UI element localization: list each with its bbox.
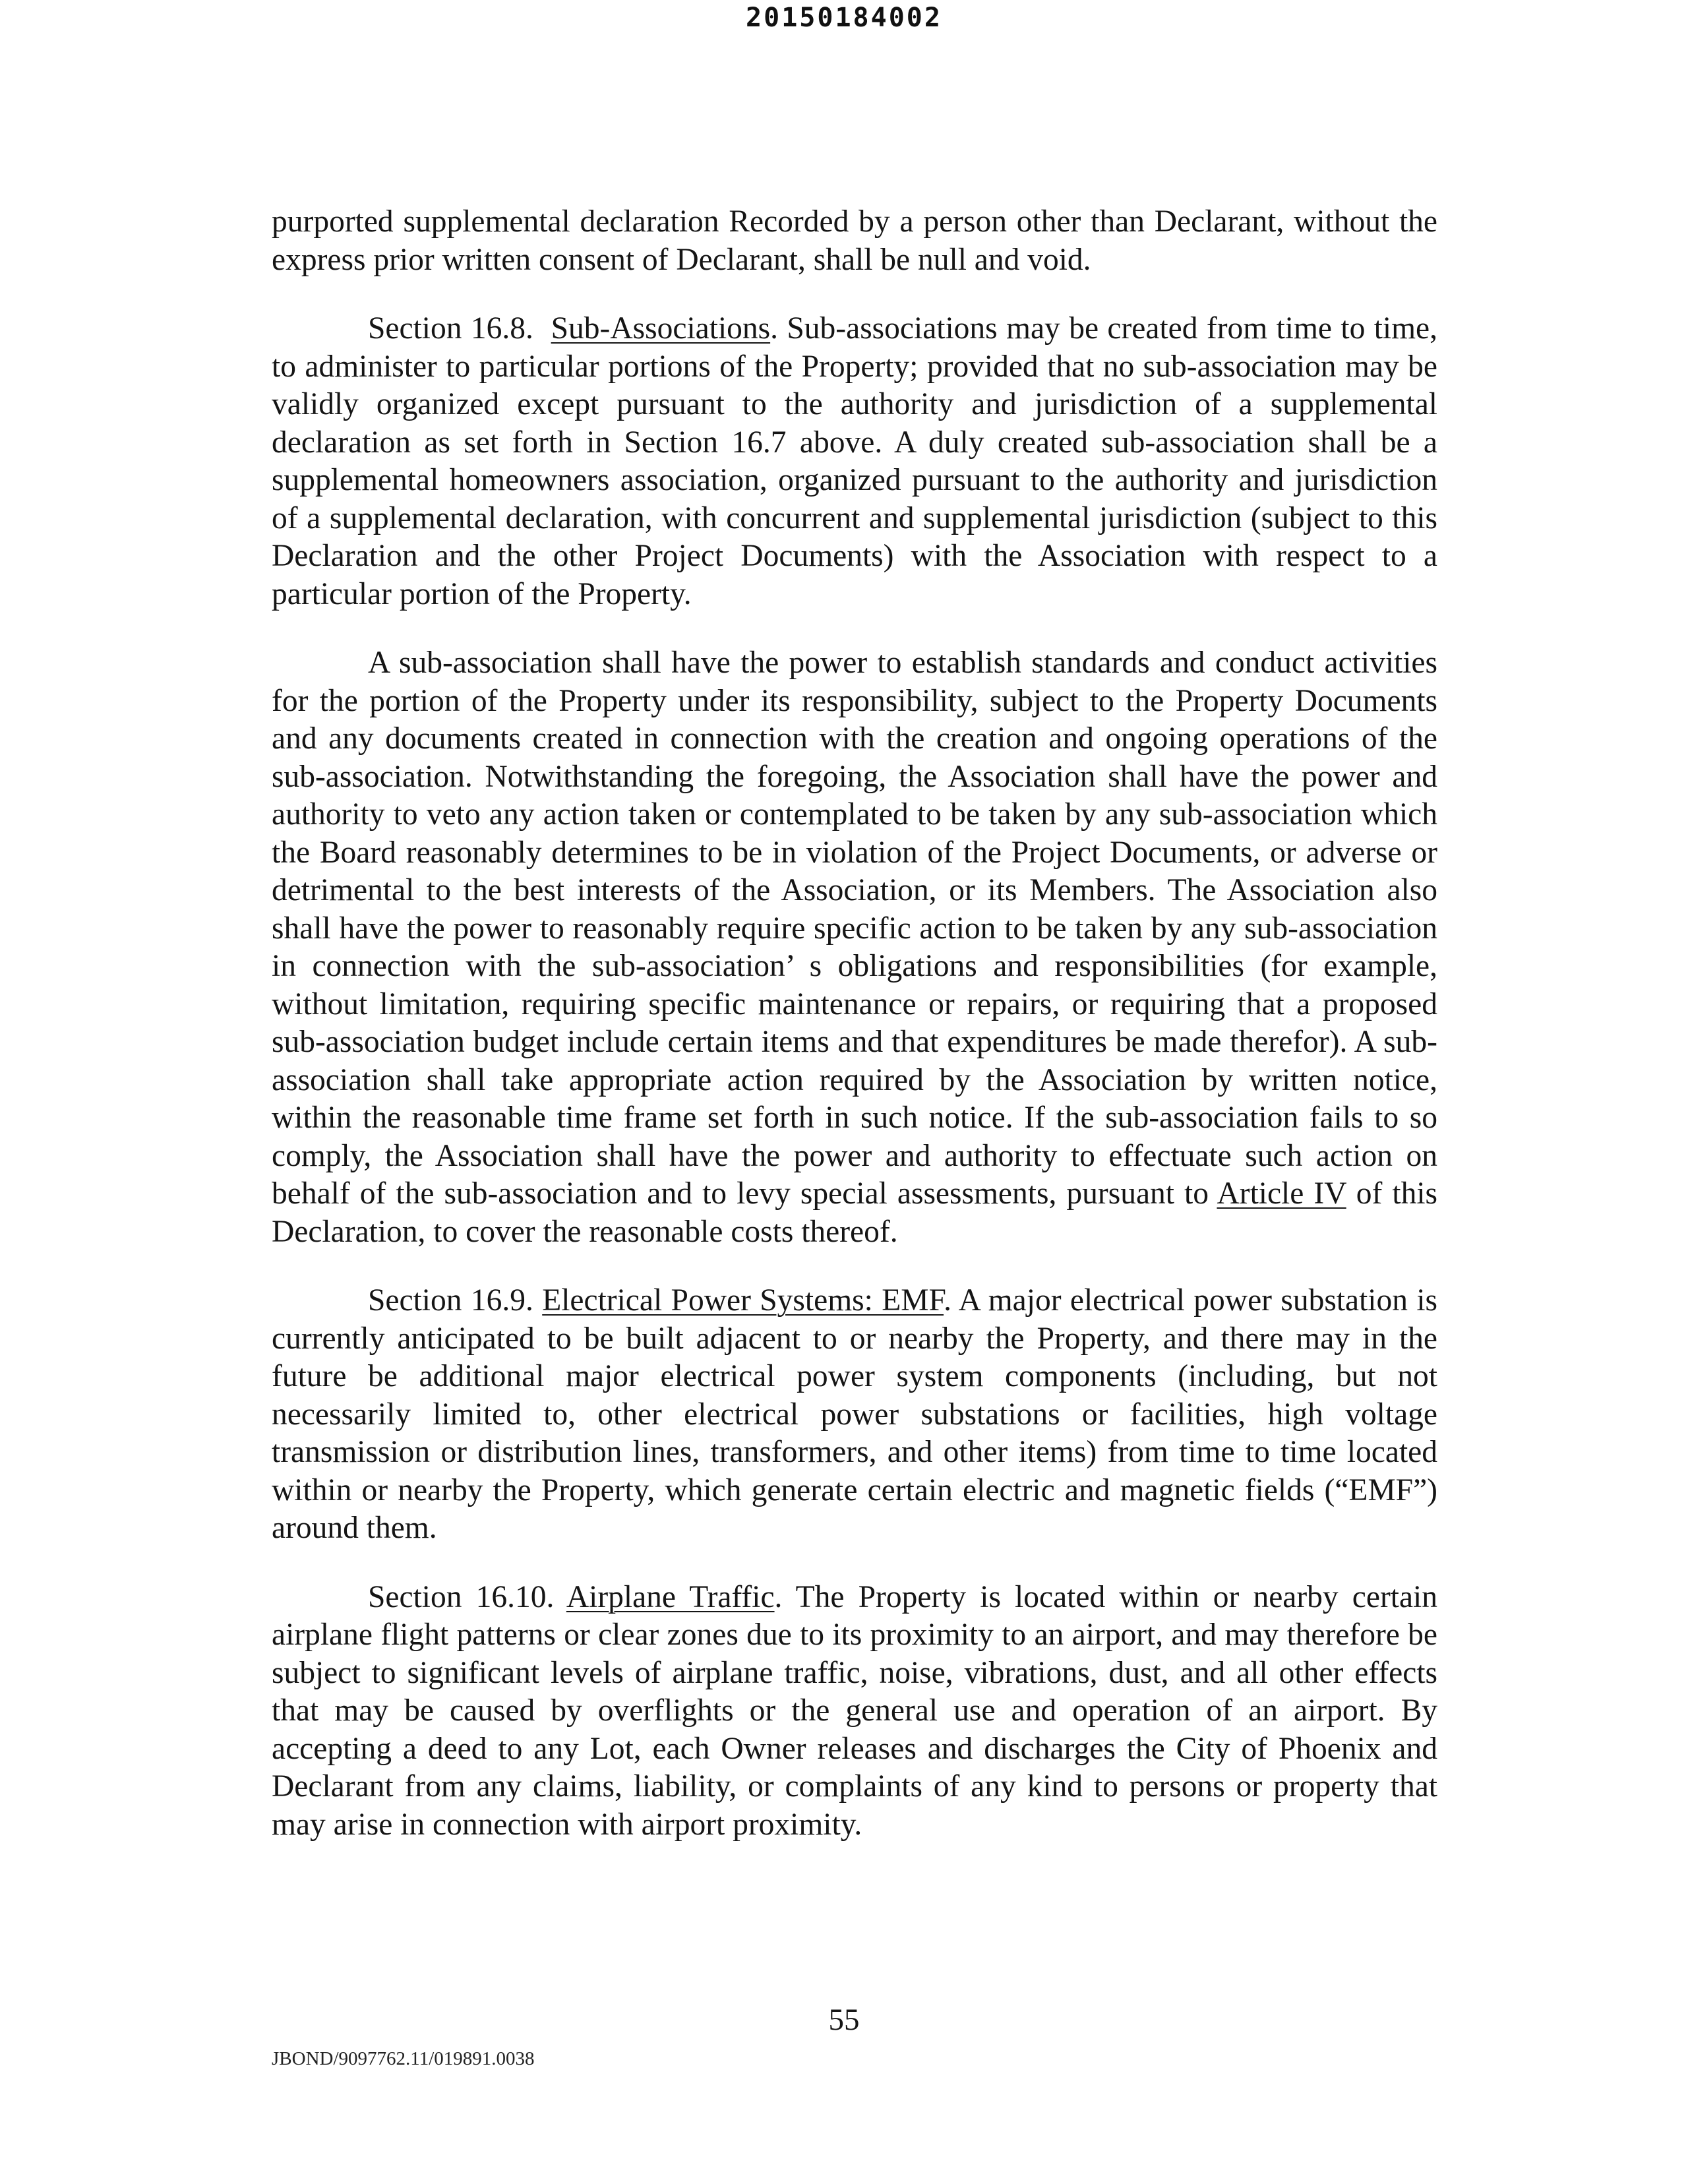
section-number: Section 16.8. — [368, 311, 533, 346]
paragraph-text: . A major electrical power substation is currently anticipated to be built adjacent to or nearby the Property, and there may in the future be additional major electrical power system components (including, but not necessarily limited to, other electrical power substations or facilities, high voltage transmission or distribution lines, transformers, and other items) from time to time located within or nearby the Property, which generate certain electric and magnetic fields (“EMF”) around them. — [272, 1283, 1438, 1545]
section-16-9-paragraph — [272, 1282, 1437, 1548]
page-number: 55 — [828, 2003, 860, 2037]
sub-association-powers-paragraph — [272, 644, 1437, 1251]
section-heading: Airplane Traffic — [566, 1579, 775, 1614]
document-id: JBOND/9097762.11/019891.0038 — [272, 2048, 535, 2069]
paragraph-text: A sub-association shall have the power to establish standards and conduct activities for the portion of the Property under its responsibility, subject to the Property Documents and any documents created in connection with the creation and ongoing operations of the sub-association. Notwithstanding the foregoing, the Association shall have the power and authority to veto any action taken or contemplated to be taken by any sub-association which the Board reasonably determines to be in violation of the Project Documents, or adverse or detrimental to the best interests of the Association, or its Members. The Association also shall have the power to reasonably require specific action to be taken by any sub-association in connection with the sub-association’ s obligations and responsibilities (for example, without limitation, requiring specific maintenance or repairs, or requiring that a proposed sub-association budget include certain items and that expenditures be made therefor). A sub-association shall take appropriate action required by the Association by written notice, within the reasonable time frame set forth in such notice. If the sub-association fails to so comply, the Association shall have the power and authority to effectuate such action on behalf of the sub-association and to levy special assessments, pursuant to — [272, 646, 1437, 1211]
paragraph-text: . The Property is located within or nearby certain airplane flight patterns or clear zones due to its proximity to an airport, and may therefore be subject to significant levels of airplane traffic, noise, vibrations, dust, and all other effects that may be caused by overflights or the general use and operation of an airport. By accepting a deed to any Lot, each Owner releases and discharges the City of Phoenix and Declarant from any claims, liability, or complaints of any kind to persons or property that may arise in connection with airport proximity. — [272, 1579, 1437, 1842]
paragraph-continuation — [272, 203, 1437, 279]
document-number: 20150184002 — [746, 3, 942, 33]
section-16-10-paragraph — [272, 1579, 1437, 1844]
section-heading: Electrical Power Systems: EMF — [542, 1283, 944, 1318]
paragraph-text: . Sub-associations may be created from time to time, to administer to particular portions of the Property; provided that no sub-association may be validly organized except pursuant to the authority and jurisdiction of a supplemental declaration as set forth in Section 16.7 above. A duly created sub-association shall be a supplemental homeowners association, organized pursuant to the authority and jurisdiction of a supplemental declaration, with concurrent and supplemental jurisdiction (subject to this Declaration and the other Project Documents) with the Association with respect to a particular portion of the Property. — [272, 311, 1438, 611]
section-heading: Sub-Associations — [551, 311, 771, 346]
document-body — [272, 203, 1437, 1844]
section-number: Section 16.10. — [368, 1579, 555, 1614]
section-16-8-paragraph — [272, 310, 1437, 613]
article-reference: Article IV — [1217, 1176, 1346, 1211]
section-number: Section 16.9. — [368, 1283, 533, 1318]
paragraph-text: purported supplemental declaration Recorded by a person other than Declarant, without the express prior written consent of Declarant, shall be null and void. — [272, 204, 1437, 277]
paragraph-text: of this Declaration, to cover the reasonable costs thereof. — [272, 1176, 1438, 1249]
